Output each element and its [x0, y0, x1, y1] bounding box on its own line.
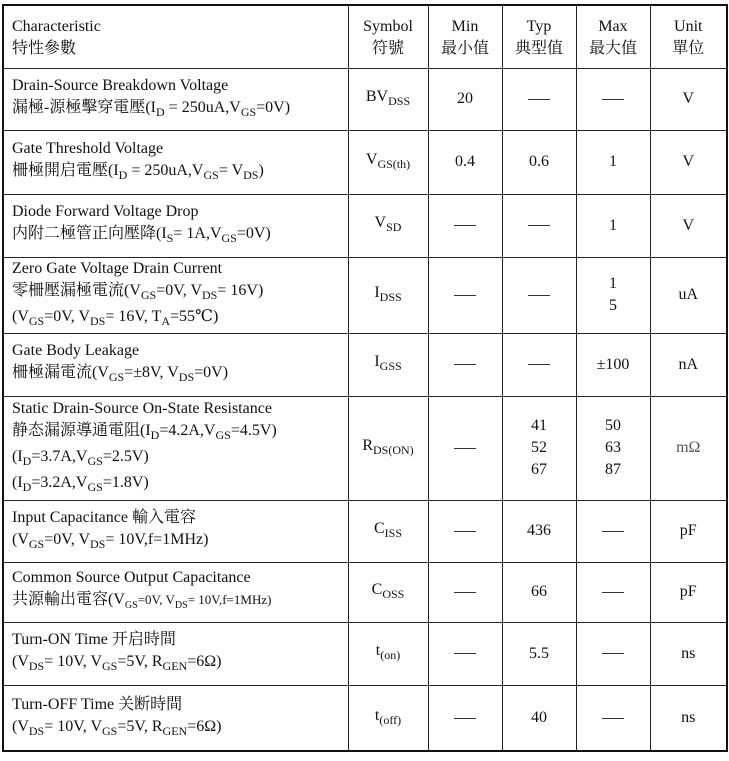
symbol-main: V — [374, 214, 387, 232]
condition-text: (V — [12, 717, 29, 735]
condition-line — [12, 223, 348, 249]
unit-cell — [650, 562, 727, 622]
dash-placeholder — [454, 718, 476, 719]
min-value — [428, 685, 502, 751]
subscript-text: A — [161, 314, 171, 329]
max-value — [576, 333, 650, 396]
symbol-cell — [348, 68, 428, 130]
condition-line-3 — [12, 472, 348, 498]
condition-text: (I — [12, 474, 23, 492]
condition-text: =55℃) — [170, 308, 219, 325]
table-row — [3, 562, 727, 622]
dash-placeholder — [528, 99, 550, 100]
max-value — [576, 562, 650, 622]
condition-text: 柵極漏電流(V — [12, 364, 109, 382]
condition-text: =4.2A,V — [159, 421, 216, 439]
header-min — [428, 5, 502, 68]
unit-text: mΩ — [676, 439, 701, 456]
characteristic-name: Diode Forward Voltage Drop — [12, 203, 199, 221]
typ-value-text: 0.6 — [529, 153, 549, 170]
dash-placeholder — [454, 592, 476, 593]
subscript-text: GS — [28, 537, 45, 552]
min-value — [428, 396, 502, 500]
condition-text: =6Ω) — [187, 653, 222, 671]
condition-text: (V — [12, 308, 29, 325]
max-value — [576, 68, 650, 130]
subscript-text: GS — [87, 454, 103, 469]
condition-text: 共源輸出電容(V — [12, 590, 125, 608]
max-value-text: 1 — [609, 216, 617, 234]
max-value — [576, 130, 650, 194]
condition-text: = 1A,V — [173, 225, 222, 243]
characteristic-name: Gate Threshold Voltage — [12, 139, 164, 157]
condition-text: 内附二極管正向壓降(I — [12, 225, 167, 243]
symbol-cell — [348, 685, 428, 751]
max-value — [576, 500, 650, 562]
unit-cell — [650, 130, 727, 194]
electrical-characteristics-table — [2, 4, 728, 752]
condition-text: = 10V,f=1MHz) — [187, 591, 272, 607]
condition-line-2 — [12, 446, 348, 472]
symbol-cell — [348, 257, 428, 333]
dash-placeholder — [454, 225, 476, 226]
unit-text: V — [682, 216, 695, 234]
symbol-main: t — [375, 642, 381, 660]
dash-placeholder — [602, 718, 624, 719]
min-value — [428, 257, 502, 333]
unit-cell — [650, 500, 727, 562]
subscript-text: GS — [102, 723, 118, 738]
subscript-text: GS — [203, 168, 219, 183]
max-value-line: 5 — [609, 297, 617, 314]
characteristic-cell — [3, 333, 348, 396]
condition-text: 漏極-源極擊穿電壓(I — [12, 98, 156, 116]
dash-placeholder — [602, 592, 624, 593]
min-value-text: 20 — [457, 90, 473, 107]
header-min-en: Min — [451, 18, 479, 35]
unit-text: V — [682, 153, 695, 170]
symbol-subscript: SD — [386, 220, 402, 235]
table-row — [3, 685, 727, 751]
min-value — [428, 333, 502, 396]
unit-text: ns — [681, 644, 696, 662]
unit-text: ns — [681, 708, 696, 726]
symbol-main: C — [371, 580, 383, 598]
condition-text: =0V, V — [156, 281, 203, 299]
min-value — [428, 622, 502, 685]
condition-text: =0V, V — [137, 591, 175, 607]
typ-value-line: 67 — [531, 461, 547, 478]
min-value — [428, 500, 502, 562]
min-value — [428, 562, 502, 622]
table-row — [3, 622, 727, 685]
characteristic-cell — [3, 622, 348, 685]
typ-value-line: 41 — [531, 417, 547, 434]
condition-text: =0V) — [236, 225, 271, 243]
subscript-text: GS — [108, 370, 125, 385]
dash-placeholder — [454, 653, 476, 654]
symbol-subscript: DS(ON) — [373, 443, 414, 458]
subscript-text: GS — [102, 659, 118, 674]
condition-line — [12, 362, 348, 388]
condition-line — [12, 651, 348, 677]
subscript-text: GS — [215, 427, 231, 442]
typ-value — [502, 622, 576, 685]
subscript-text: D — [118, 168, 128, 183]
typ-value-text: 436 — [527, 522, 551, 539]
condition-text: =5V, R — [117, 653, 163, 671]
condition-line — [12, 589, 348, 617]
symbol-main: I — [374, 353, 380, 371]
condition-text: ) — [258, 161, 264, 179]
characteristic-cell — [3, 257, 348, 333]
symbol-cell — [348, 562, 428, 622]
subscript-text: DS — [28, 659, 45, 674]
subscript-text: GS — [140, 288, 157, 302]
subscript-text: DS — [28, 723, 45, 738]
condition-text: (V — [12, 653, 29, 671]
characteristic-cell — [3, 396, 348, 500]
condition-text: 柵極開启電壓(I — [12, 161, 119, 179]
symbol-subscript: ISS — [384, 526, 402, 541]
subscript-text: D — [156, 105, 165, 120]
condition-text: = 10V, V — [44, 653, 103, 671]
unit-text: uA — [678, 286, 699, 303]
table-row — [3, 194, 727, 257]
condition-line — [12, 420, 348, 446]
typ-value — [502, 396, 576, 500]
symbol-main: t — [374, 706, 380, 724]
symbol-main: V — [365, 150, 378, 168]
characteristic-name: Input Capacitance 輸入電容 — [12, 508, 196, 526]
condition-text: = 16V, T — [105, 308, 162, 325]
symbol-cell — [348, 130, 428, 194]
subscript-text: GEN — [162, 723, 188, 738]
symbol-main: R — [362, 436, 373, 454]
header-typ-en: Typ — [526, 18, 552, 35]
characteristic-name: Gate Body Leakage — [12, 342, 140, 360]
symbol-cell — [348, 622, 428, 685]
condition-text: = 10V,f=1MHz) — [105, 530, 209, 548]
characteristic-name: Drain-Source Breakdown Voltage — [12, 76, 229, 94]
max-value-text: ±100 — [596, 355, 630, 373]
subscript-text: DS — [202, 288, 218, 302]
condition-text: =2.5V) — [102, 447, 149, 465]
condition-text: =4.5V) — [230, 421, 277, 439]
typ-value — [502, 685, 576, 751]
header-characteristic-en: Characteristic — [12, 18, 101, 35]
min-value — [428, 130, 502, 194]
condition-text: 静态漏源導通電阻(I — [12, 421, 151, 439]
symbol-subscript: DSS — [379, 290, 402, 305]
subscript-text: S — [166, 231, 174, 246]
subscript-text: GS — [221, 231, 237, 246]
symbol-cell — [348, 396, 428, 500]
condition-text: =1.8V) — [102, 474, 149, 492]
header-typ-zh: 典型值 — [514, 40, 563, 57]
characteristic-cell — [3, 562, 348, 622]
subscript-text: D — [22, 454, 32, 469]
condition-text: =0V) — [256, 98, 291, 116]
characteristic-cell — [3, 194, 348, 257]
unit-cell — [650, 68, 727, 130]
subscript-text: D — [22, 480, 32, 495]
condition-text: =3.2A,V — [31, 474, 88, 492]
condition-text: = 16V) — [217, 281, 264, 299]
subscript-text: GS — [28, 314, 45, 329]
symbol-subscript: (off) — [379, 712, 402, 727]
symbol-main: I — [374, 283, 380, 301]
unit-text: pF — [679, 583, 697, 600]
dash-placeholder — [602, 653, 624, 654]
dash-placeholder — [528, 295, 550, 296]
characteristic-cell — [3, 130, 348, 194]
unit-text: pF — [679, 522, 697, 539]
dash-placeholder — [602, 531, 624, 532]
table-row — [3, 257, 727, 333]
condition-text: = 250uA,V — [164, 98, 241, 116]
unit-cell — [650, 622, 727, 685]
typ-value — [502, 500, 576, 562]
condition-text: = V — [218, 161, 244, 179]
condition-text: =5V, R — [117, 717, 163, 735]
table-row — [3, 500, 727, 562]
subscript-text: GS — [124, 600, 138, 612]
max-value-text: 1 — [609, 153, 617, 170]
characteristic-cell — [3, 500, 348, 562]
subscript-text: DS — [243, 168, 259, 183]
dash-placeholder — [454, 295, 476, 296]
subscript-text: GS — [240, 105, 257, 120]
table-row — [3, 68, 727, 130]
header-max — [576, 5, 650, 68]
header-max-zh: 最大值 — [588, 40, 637, 57]
typ-value — [502, 130, 576, 194]
condition-text: =±8V, V — [124, 364, 179, 382]
header-max-en: Max — [598, 18, 628, 35]
subscript-text: GEN — [162, 659, 188, 674]
symbol-main: BV — [365, 87, 389, 105]
header-unit-zh: 單位 — [672, 40, 705, 57]
typ-value — [502, 194, 576, 257]
symbol-subscript: GSS — [379, 359, 402, 374]
dash-placeholder — [454, 448, 476, 449]
subscript-text: DS — [90, 314, 106, 329]
characteristic-name: Turn-OFF Time 关断時間 — [12, 695, 183, 713]
header-unit — [650, 5, 727, 68]
condition-line-2 — [12, 306, 348, 332]
symbol-cell — [348, 333, 428, 396]
typ-value-text: 40 — [531, 708, 547, 726]
max-value — [576, 194, 650, 257]
dash-placeholder — [528, 225, 550, 226]
max-value-line: 87 — [605, 461, 621, 478]
characteristic-cell — [3, 685, 348, 751]
max-value-line: 50 — [605, 417, 621, 434]
max-value — [576, 685, 650, 751]
symbol-subscript: OSS — [382, 587, 405, 602]
symbol-cell — [348, 194, 428, 257]
condition-line — [12, 529, 348, 555]
characteristic-name: Common Source Output Capacitance — [12, 568, 251, 586]
typ-value-line: 52 — [531, 439, 547, 456]
table-row — [3, 130, 727, 194]
condition-line — [12, 280, 348, 306]
unit-cell — [650, 685, 727, 751]
subscript-text: DS — [90, 537, 106, 552]
max-value — [576, 396, 650, 500]
min-value — [428, 194, 502, 257]
typ-value — [502, 68, 576, 130]
header-symbol-en: Symbol — [363, 18, 413, 35]
header-unit-en: Unit — [674, 18, 703, 35]
unit-text: nA — [678, 355, 699, 373]
max-value — [576, 622, 650, 685]
subscript-text: GS — [87, 480, 103, 495]
characteristic-name: Zero Gate Voltage Drain Current — [12, 259, 223, 277]
typ-value — [502, 257, 576, 333]
condition-text: (V — [12, 530, 29, 548]
max-value — [576, 257, 650, 333]
condition-line — [12, 160, 348, 186]
characteristic-name: Static Drain-Source On-State Resistance — [12, 399, 272, 417]
header-characteristic — [3, 5, 348, 68]
subscript-text: DS — [178, 370, 195, 385]
typ-value-text: 66 — [531, 583, 547, 600]
table-body — [3, 68, 727, 751]
symbol-subscript: GS(th) — [377, 157, 411, 172]
characteristic-cell — [3, 68, 348, 130]
header-characteristic-zh: 特性參數 — [12, 40, 77, 57]
header-symbol — [348, 5, 428, 68]
unit-cell — [650, 194, 727, 257]
condition-text: =0V, V — [44, 530, 91, 548]
max-value-line: 1 — [609, 275, 617, 292]
condition-text: =0V, V — [44, 308, 91, 325]
characteristic-name: Turn-ON Time 开启時間 — [12, 631, 176, 649]
condition-text: (I — [12, 447, 23, 465]
condition-line — [12, 97, 348, 123]
symbol-main: C — [373, 519, 385, 537]
table-row — [3, 333, 727, 396]
dash-placeholder — [454, 531, 476, 532]
dash-placeholder — [528, 364, 550, 365]
min-value — [428, 68, 502, 130]
table-row — [3, 396, 727, 500]
typ-value-text: 5.5 — [529, 644, 549, 662]
condition-line — [12, 716, 348, 742]
dash-placeholder — [602, 99, 624, 100]
condition-text: = 250uA,V — [127, 161, 204, 179]
subscript-text: D — [150, 427, 160, 442]
min-value-text: 0.4 — [455, 153, 475, 170]
header-min-zh: 最小值 — [440, 40, 489, 57]
condition-text: 零柵壓漏極電流(V — [12, 281, 141, 299]
max-value-line: 63 — [605, 439, 621, 456]
header-symbol-zh: 符號 — [371, 40, 404, 57]
condition-text: =0V) — [194, 364, 229, 382]
unit-cell — [650, 257, 727, 333]
unit-text: V — [682, 90, 695, 107]
condition-text: =6Ω) — [187, 717, 222, 735]
header-typ — [502, 5, 576, 68]
symbol-subscript: DSS — [388, 94, 411, 109]
symbol-cell — [348, 500, 428, 562]
typ-value — [502, 333, 576, 396]
unit-cell — [650, 333, 727, 396]
typ-value — [502, 562, 576, 622]
dash-placeholder — [454, 364, 476, 365]
unit-cell — [650, 396, 727, 500]
subscript-text: DS — [174, 600, 188, 612]
header-row — [3, 5, 727, 68]
condition-text: = 10V, V — [44, 717, 103, 735]
condition-text: =3.7A,V — [31, 447, 88, 465]
symbol-subscript: (on) — [380, 648, 401, 663]
